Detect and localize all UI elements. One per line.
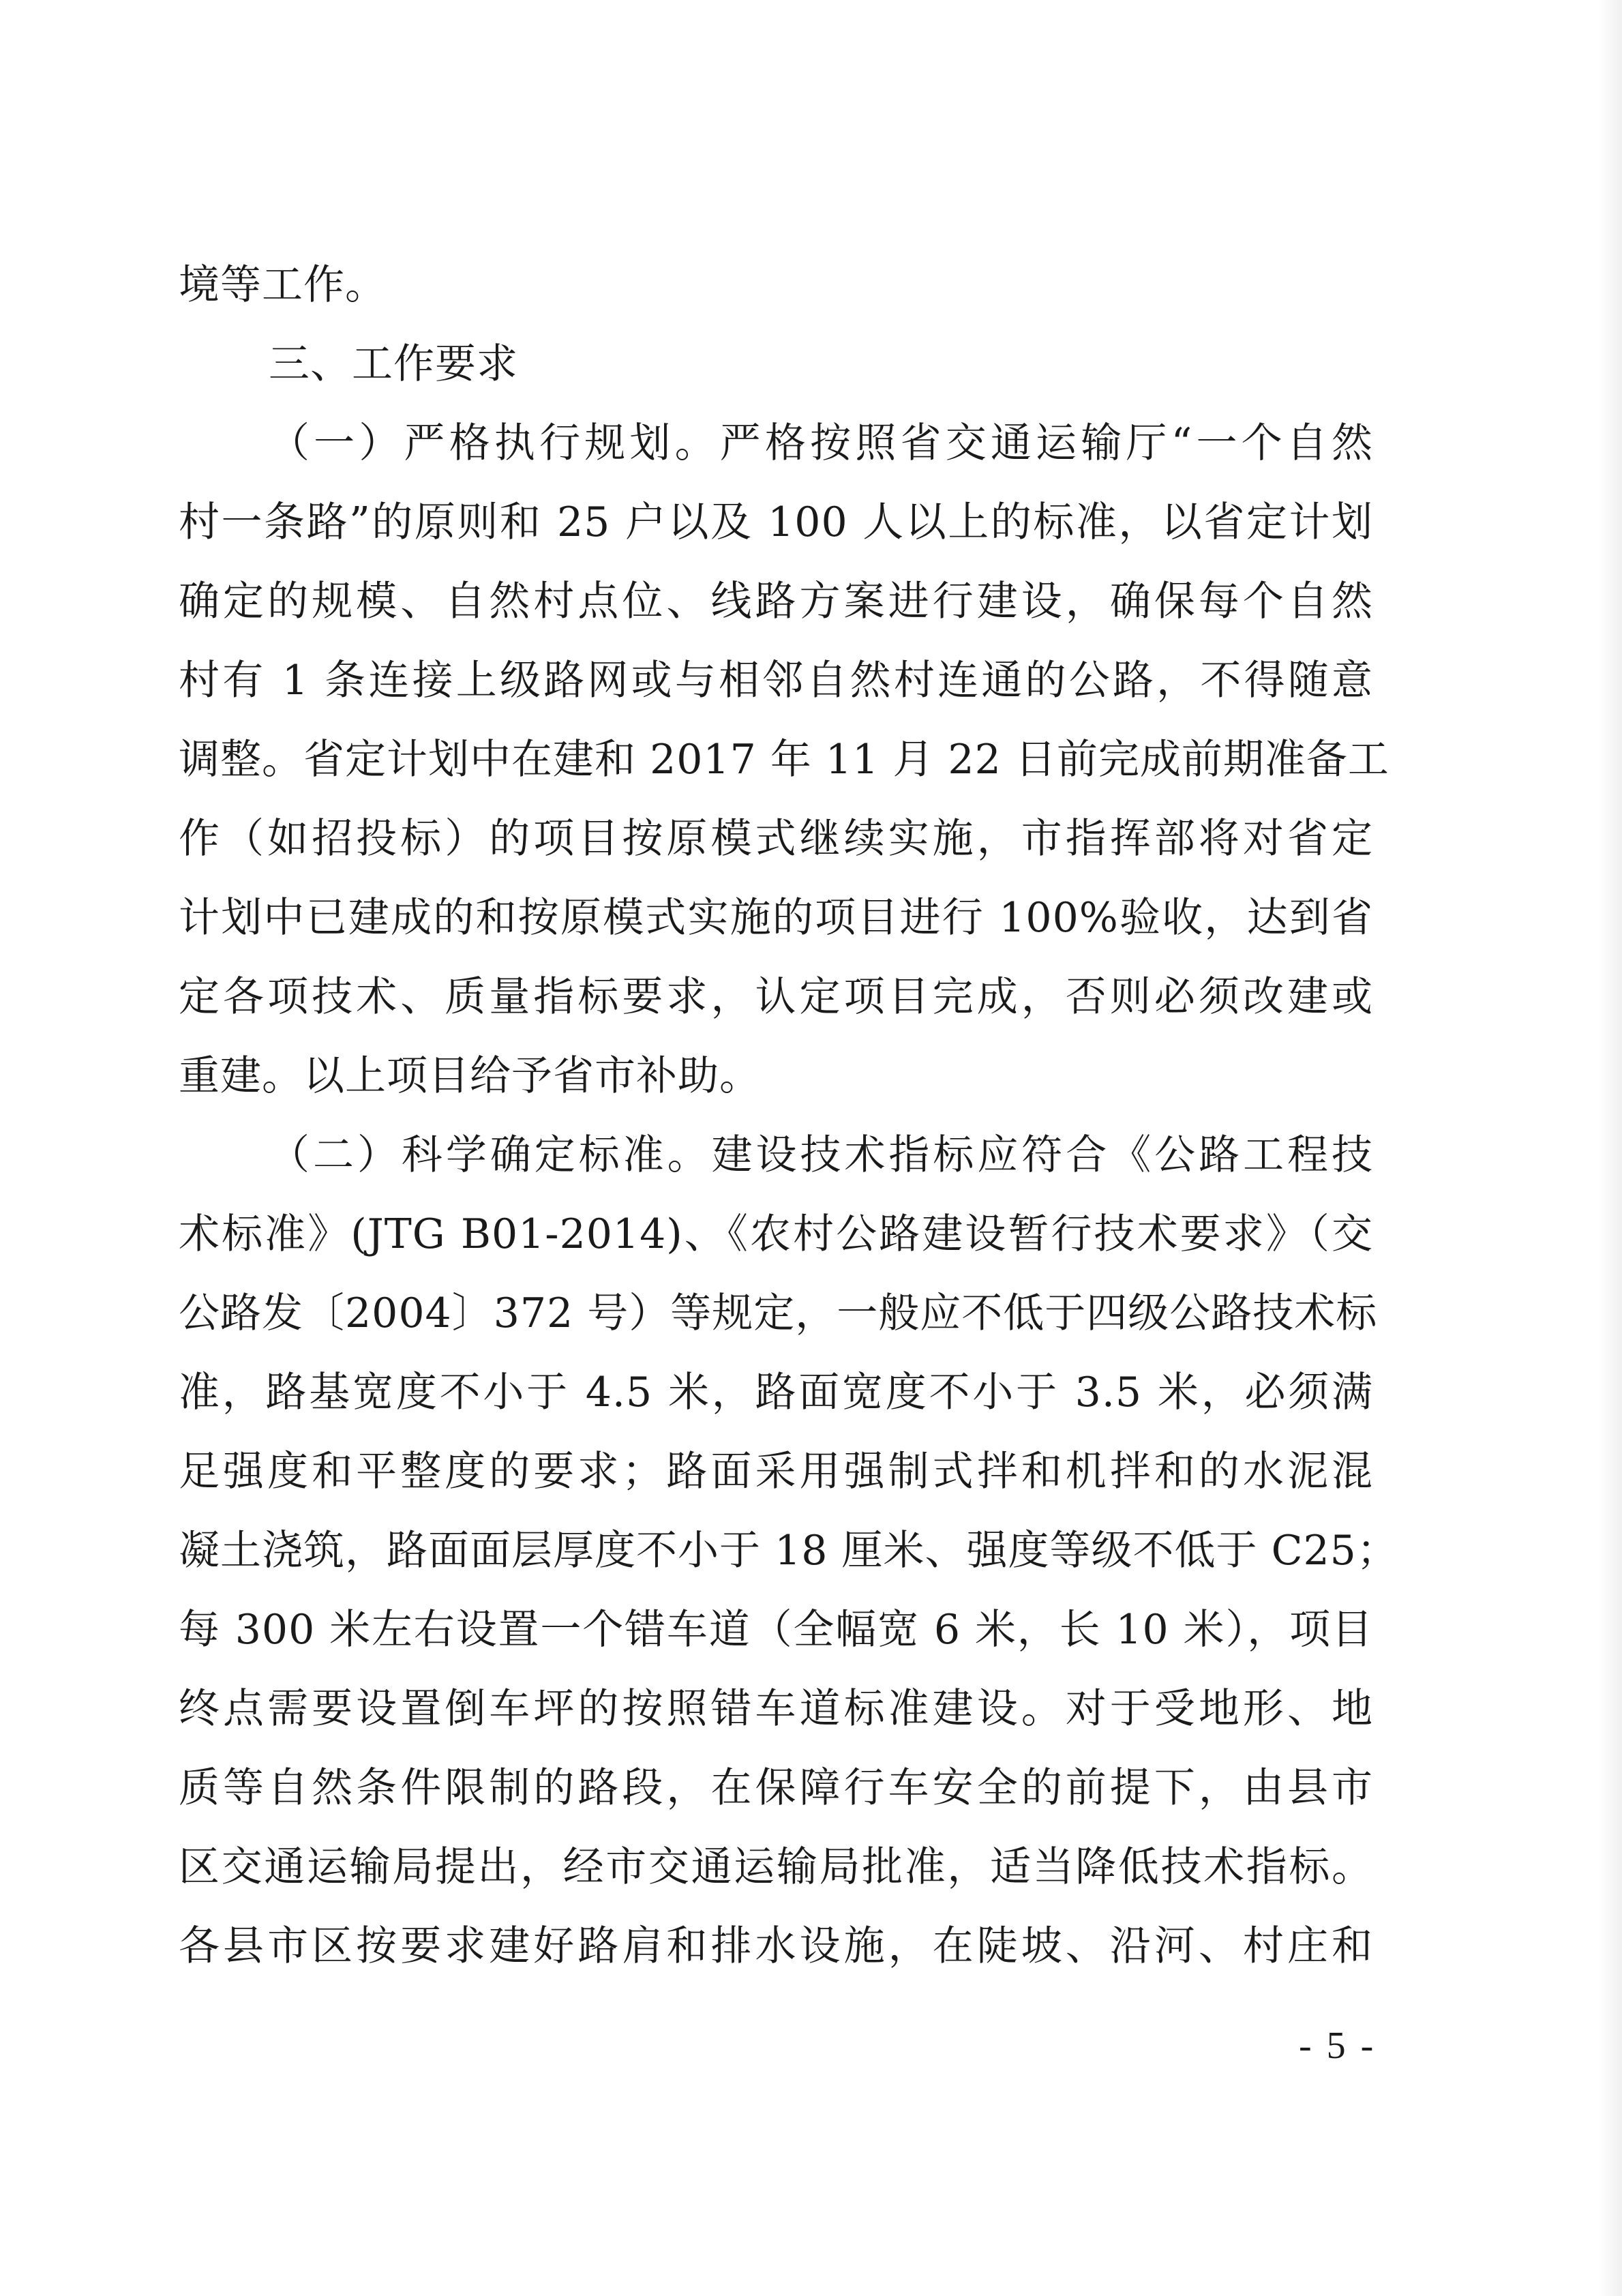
- paragraph-2-line-5: 足强度和平整度的要求；路面采用强制式拌和机拌和的水泥混: [179, 1448, 1373, 1495]
- paragraph-2-line-9: 质等自然条件限制的路段，在保障行车安全的前提下，由县市: [179, 1764, 1373, 1812]
- paragraph-2-line-4: 准，路基宽度不小于 4.5 米，路面宽度不小于 3.5 米，必须满: [179, 1369, 1373, 1416]
- paragraph-1-line-9: 重建。以上项目给予省市补助。: [179, 1052, 761, 1100]
- paragraph-2-line-3: 公路发〔2004〕372 号）等规定，一般应不低于四级公路技术标: [179, 1289, 1378, 1337]
- paragraph-1-line-8: 定各项技术、质量指标要求，认定项目完成，否则必须改建或: [179, 973, 1373, 1021]
- paragraph-1-line-2: 村一条路”的原则和 25 户以及 100 人以上的标准，以省定计划: [179, 498, 1373, 546]
- paragraph-1-line-1: （一）严格执行规划。严格按照省交通运输厅“一个自然: [269, 419, 1373, 467]
- paragraph-1-line-5: 调整。省定计划中在建和 2017 年 11 月 22 日前完成前期准备工: [179, 736, 1390, 784]
- paragraph-2-line-11: 各县市区按要求建好路肩和排水设施，在陡坡、沿河、村庄和: [179, 1922, 1373, 1970]
- paragraph-2-line-7: 每 300 米左右设置一个错车道（全幅宽 6 米，长 10 米），项目: [179, 1606, 1373, 1654]
- paragraph-1-line-7: 计划中已建成的和按原模式实施的项目进行 100%验收，达到省: [179, 894, 1373, 942]
- paragraph-2-line-1: （二）科学确定标准。建设技术指标应符合《公路工程技: [269, 1131, 1373, 1179]
- paragraph-2-line-6: 凝土浇筑，路面面层厚度不小于 18 厘米、强度等级不低于 C25；: [179, 1527, 1398, 1575]
- paragraph-1-line-6: 作（如招投标）的项目按原模式继续实施，市指挥部将对省定: [179, 815, 1373, 863]
- text-line-continuation: 境等工作。: [179, 261, 387, 309]
- paragraph-2-line-10: 区交通运输局提出，经市交通运输局批准，适当降低技术指标。: [179, 1843, 1373, 1891]
- section-heading: 三、工作要求: [269, 340, 518, 388]
- paragraph-2-line-8: 终点需要设置倒车坪的按照错车道标准建设。对于受地形、地: [179, 1685, 1373, 1733]
- scan-edge: [1597, 0, 1622, 2296]
- paragraph-1-line-3: 确定的规模、自然村点位、线路方案进行建设，确保每个自然: [179, 578, 1373, 625]
- page-number: - 5 -: [1299, 2025, 1377, 2067]
- paragraph-1-line-4: 村有 1 条连接上级路网或与相邻自然村连通的公路，不得随意: [179, 657, 1373, 704]
- paragraph-2-line-2: 术标准》(JTG B01-2014)、《农村公路建设暂行技术要求》（交: [179, 1210, 1373, 1258]
